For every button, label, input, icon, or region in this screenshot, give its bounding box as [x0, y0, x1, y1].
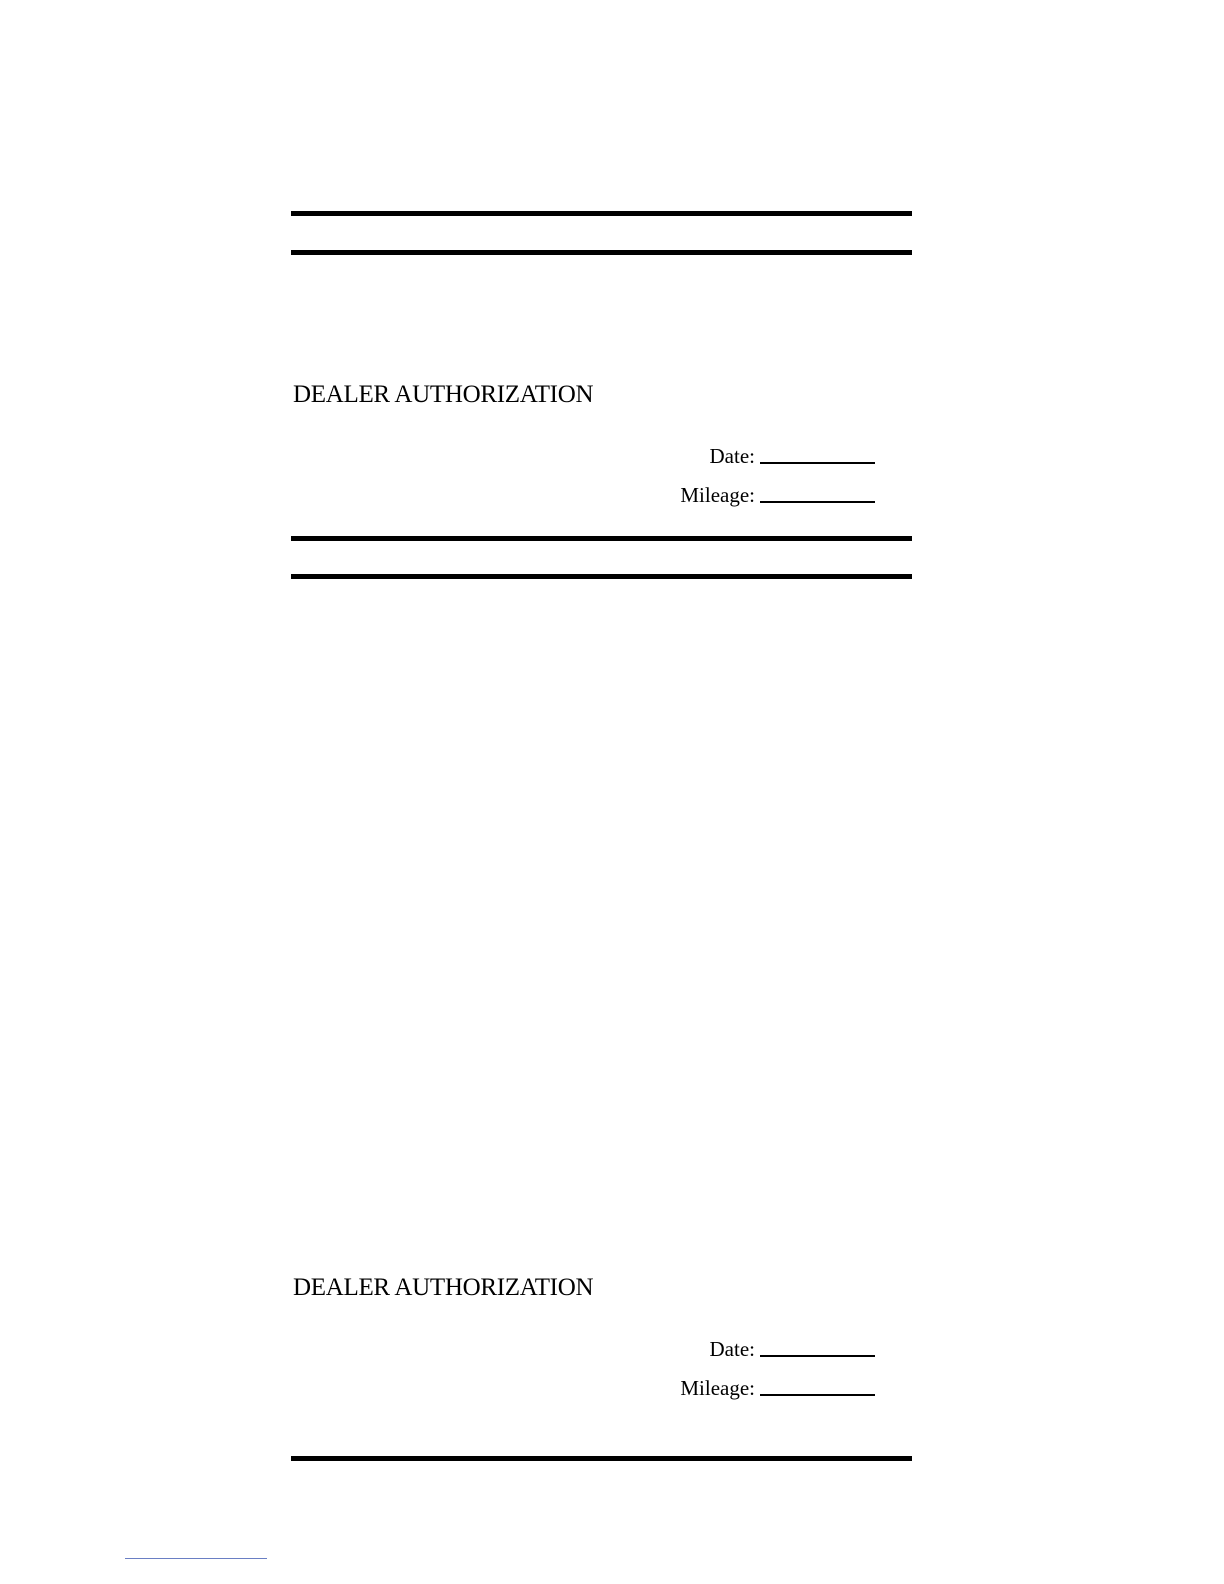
date-label: Date:	[709, 444, 755, 468]
section-heading: DEALER AUTHORIZATION	[293, 1274, 594, 1301]
date-label: Date:	[709, 1337, 755, 1361]
date-blank-line[interactable]	[760, 462, 875, 464]
mileage-field	[680, 1372, 875, 1400]
middle-rule-upper	[291, 536, 912, 541]
mileage-blank-line[interactable]	[760, 501, 875, 503]
footnote-separator	[125, 1558, 267, 1559]
mileage-field	[680, 479, 875, 507]
top-rule-upper	[291, 211, 912, 216]
date-blank-line[interactable]	[760, 1355, 875, 1357]
bottom-rule	[291, 1456, 912, 1461]
middle-rule-lower	[291, 574, 912, 579]
section-heading: DEALER AUTHORIZATION	[293, 381, 594, 408]
date-field	[710, 1333, 875, 1361]
mileage-blank-line[interactable]	[760, 1394, 875, 1396]
top-rule-lower	[291, 250, 912, 255]
mileage-label: Mileage:	[680, 483, 755, 507]
mileage-label: Mileage:	[680, 1376, 755, 1400]
date-field	[710, 440, 875, 468]
